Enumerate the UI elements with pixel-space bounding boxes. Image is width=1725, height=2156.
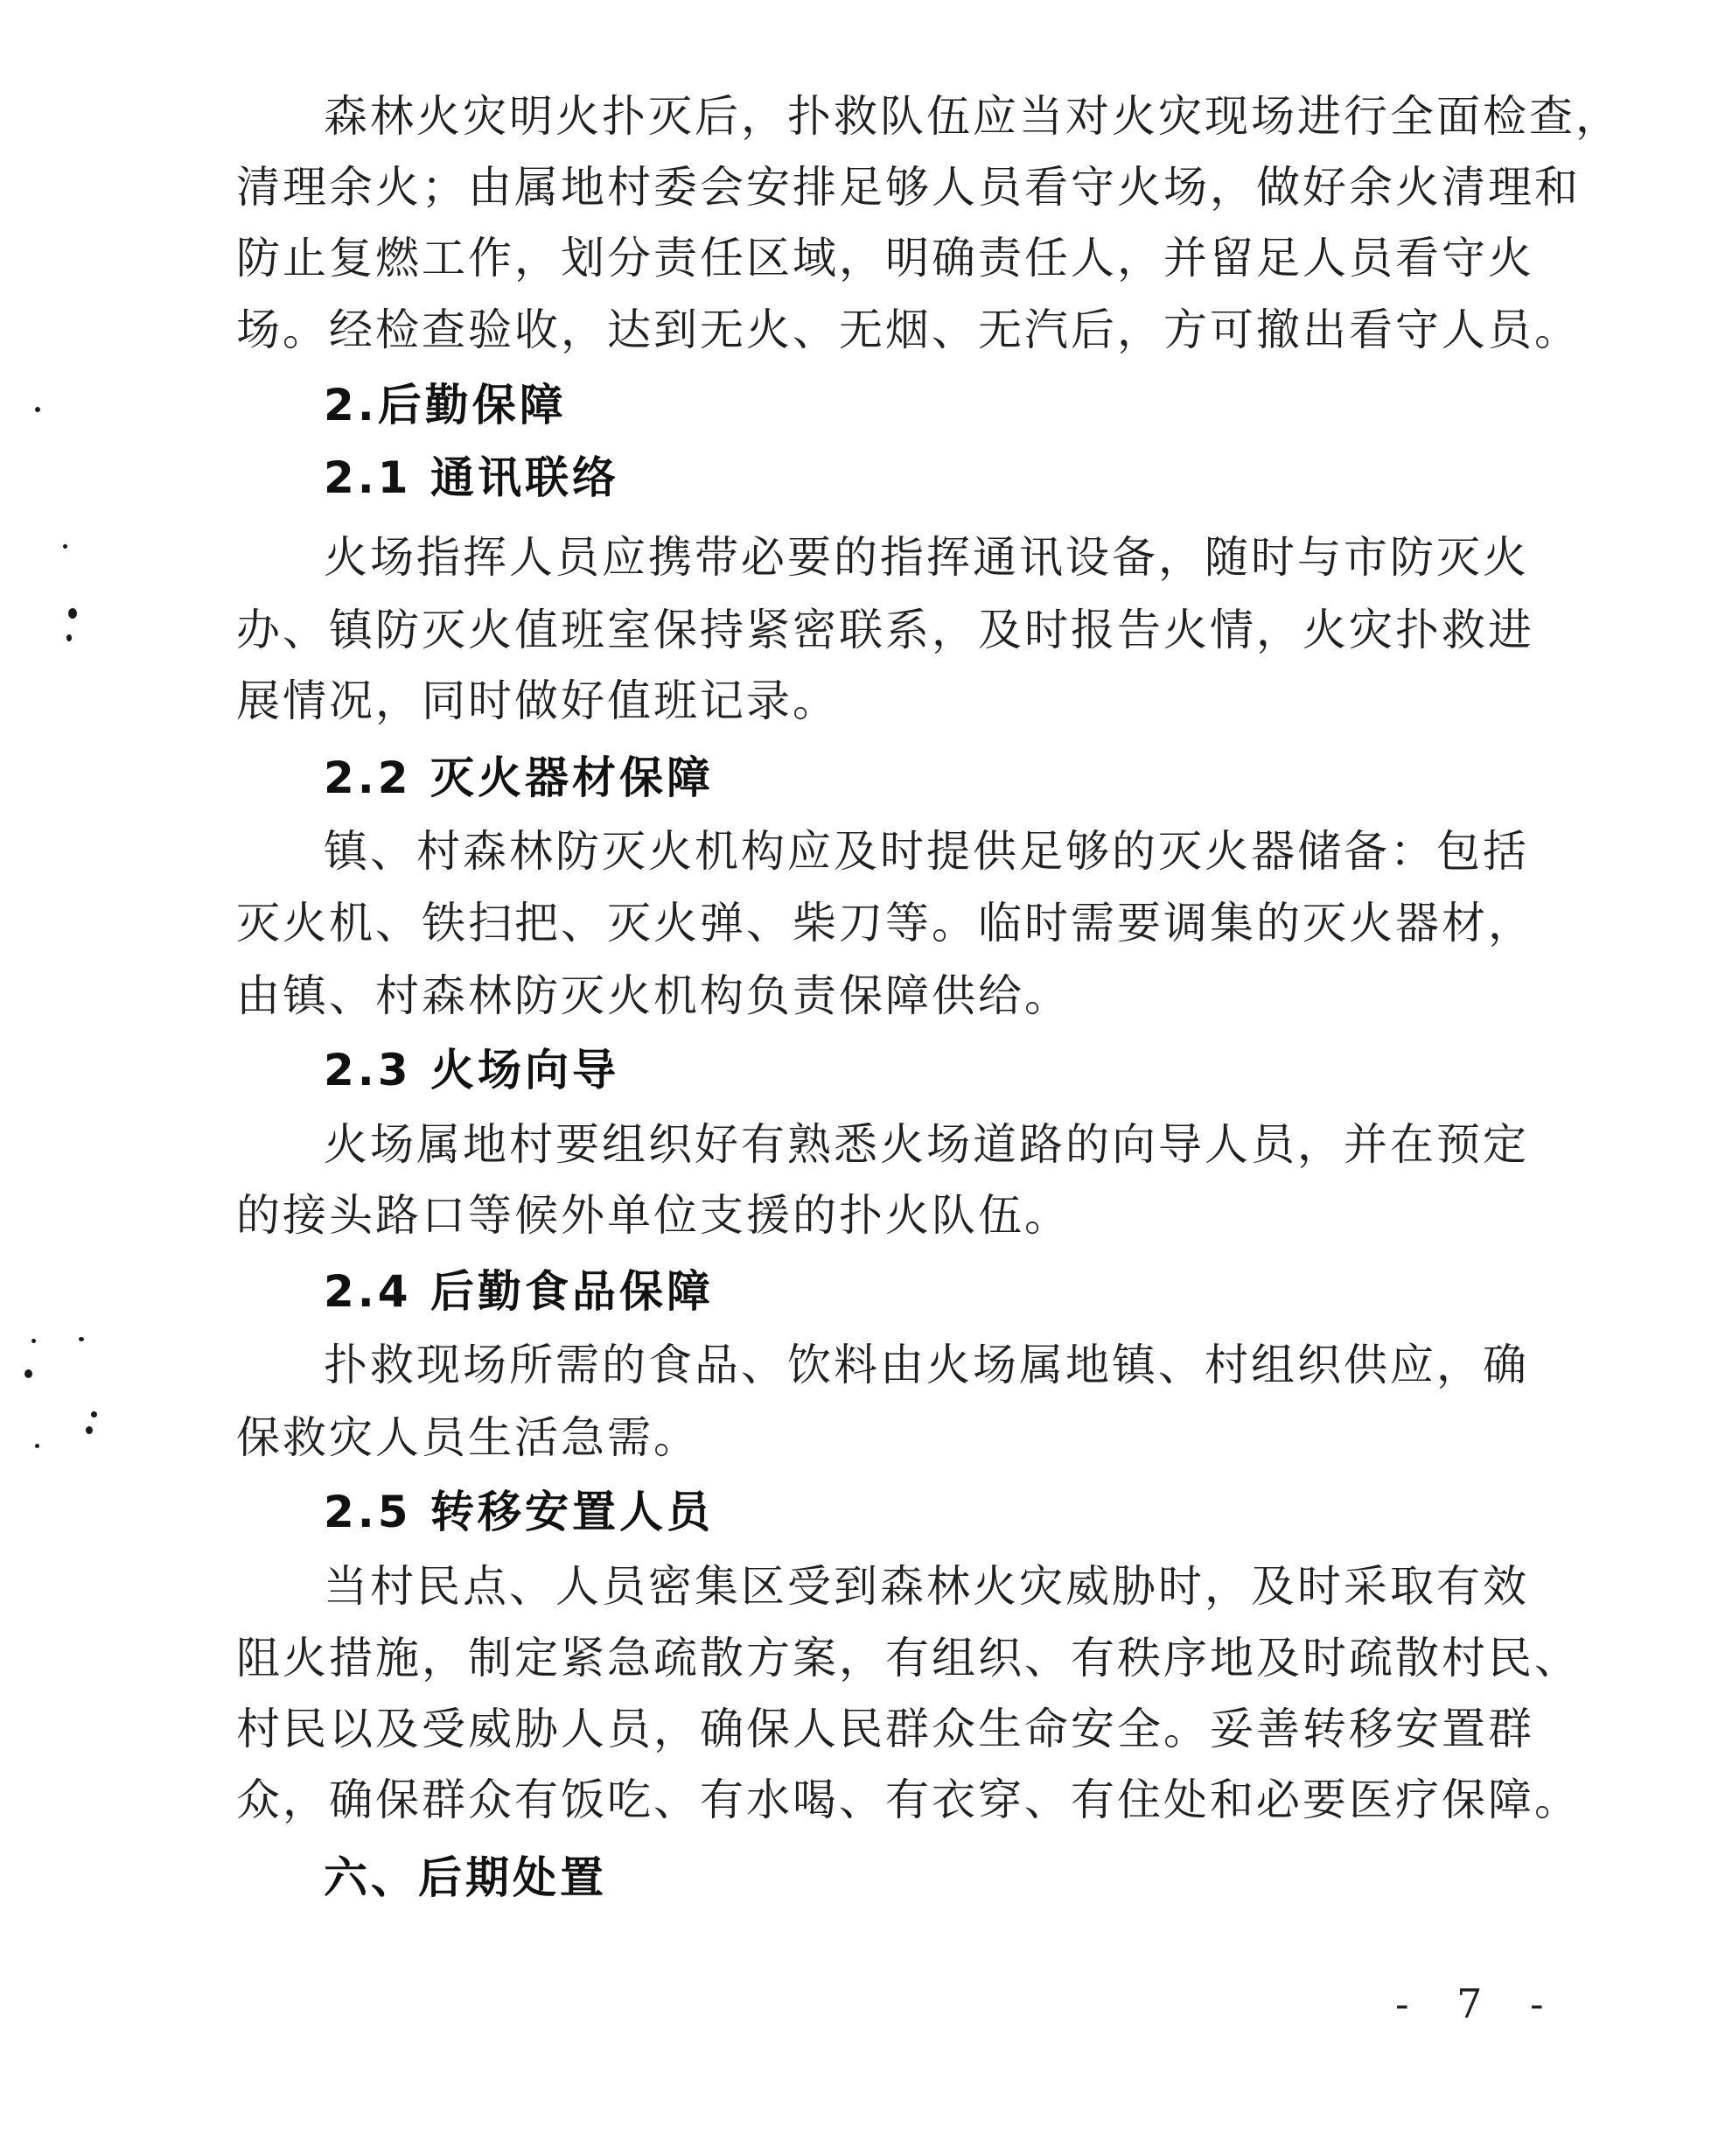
section-heading: 2.后勤保障 xyxy=(324,380,567,430)
scan-speck xyxy=(35,407,40,412)
scan-speck xyxy=(91,1411,97,1418)
paragraph-line: 清理余火；由属地村委会安排足够人员看守火场，做好余火清理和 xyxy=(236,162,1581,213)
paragraph-line: 阻火措施，制定紧急疏散方案，有组织、有秩序地及时疏散村民、 xyxy=(236,1633,1581,1684)
paragraph-line: 办、镇防灭火值班室保持紧密联系，及时报告火情，火灾扑救进 xyxy=(236,605,1534,655)
scan-speck xyxy=(31,1339,36,1343)
subsection-heading: 2.5 转移安置人员 xyxy=(324,1487,714,1537)
subsection-heading: 2.1 通讯联络 xyxy=(324,452,619,503)
paragraph-line: 保救灾人员生活急需。 xyxy=(236,1412,700,1463)
subsection-heading: 2.3 火场向导 xyxy=(324,1045,619,1096)
scan-speck xyxy=(79,1337,84,1341)
paragraph-line: 森林火灾明火扑灭后，扑救队伍应当对火灾现场进行全面检查， xyxy=(324,91,1622,142)
scan-speck xyxy=(63,544,67,549)
paragraph-line: 展情况，同时做好值班记录。 xyxy=(236,676,839,726)
page-number: - 7 - xyxy=(1395,1980,1561,2027)
paragraph-line: 镇、村森林防灭火机构应及时提供足够的灭火器储备：包括 xyxy=(324,826,1529,877)
paragraph-line: 火场属地村要组织好有熟悉火场道路的向导人员，并在预定 xyxy=(324,1119,1529,1170)
paragraph-line: 由镇、村森林防灭火机构负责保障供给。 xyxy=(236,970,1071,1021)
scan-speck xyxy=(35,1444,39,1448)
subsection-heading: 2.2 灭火器材保障 xyxy=(324,752,714,803)
scan-speck xyxy=(86,1426,93,1434)
paragraph-line: 防止复燃工作，划分责任区域，明确责任人，并留足人员看守火 xyxy=(236,233,1534,284)
subsection-heading: 2.4 后勤食品保障 xyxy=(324,1266,714,1317)
paragraph-line: 当村民点、人员密集区受到森林火灾威胁时，及时采取有效 xyxy=(324,1561,1529,1612)
paragraph-line: 众，确保群众有饭吃、有水喝、有衣穿、有住处和必要医疗保障。 xyxy=(236,1774,1581,1825)
paragraph-line: 场。经检查验收，达到无火、无烟、无汽后，方可撤出看守人员。 xyxy=(236,304,1581,355)
chapter-heading: 六、后期处置 xyxy=(324,1852,607,1903)
paragraph-line: 灭火机、铁扫把、灭火弹、柴刀等。临时需要调集的灭火器材， xyxy=(236,898,1534,948)
scan-speck xyxy=(68,608,77,619)
paragraph-line: 的接头路口等候外单位支援的扑火队伍。 xyxy=(236,1190,1071,1241)
paragraph-line: 火场指挥人员应携带必要的指挥通讯设备，随时与市防灭火 xyxy=(324,532,1529,583)
scan-speck xyxy=(66,634,72,641)
paragraph-line: 扑救现场所需的食品、饮料由火场属地镇、村组织供应，确 xyxy=(324,1340,1529,1390)
paragraph-line: 村民以及受威胁人员，确保人民群众生命安全。妥善转移安置群 xyxy=(236,1704,1534,1754)
scan-speck xyxy=(24,1369,32,1378)
